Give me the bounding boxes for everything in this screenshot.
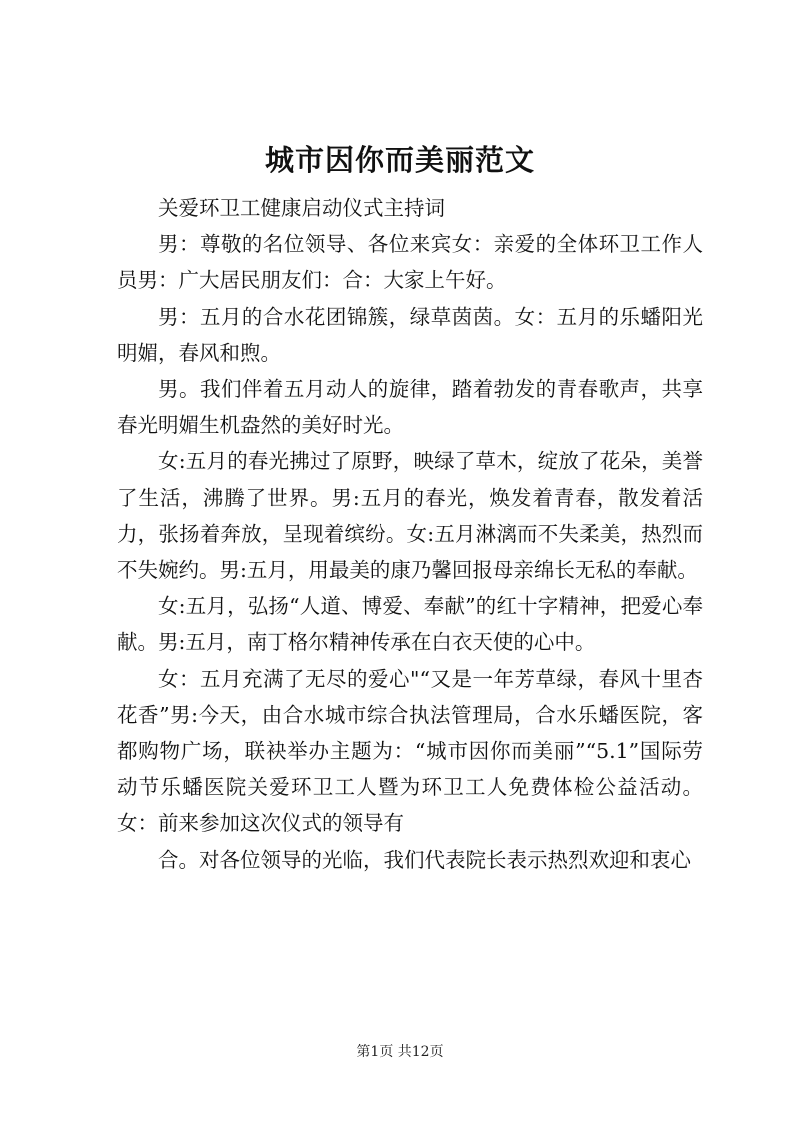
paragraph: 女：五月充满了无尽的爱心"“又是一年芳草绿，春风十里杏花香”男:今天，由合水城市综合执法管理局，合水乐蟠医院，客都购物广场，联袂举办主题为：“城市因你而美丽”“5.1”国际劳动节乐蟠医院关爱环卫工人暨为环卫工人免费体检公益活动。女：前来参加这次仪式的领导有	[117, 666, 703, 836]
paragraph: 合。对各位领导的光临，我们代表院长表示热烈欢迎和衷心	[158, 847, 691, 872]
paragraph: 关爱环卫工健康启动仪式主持词	[158, 196, 445, 220]
document-title: 城市因你而美丽范文	[264, 143, 535, 177]
paragraph: 男：尊敬的名位领导、各位来宾女：亲爱的全体环卫工作人员男：广大居民朋友们：合：大家上午好。	[117, 232, 703, 293]
paragraph: 女:五月的春光拂过了原野，映绿了草木，绽放了花朵，美誉了生活，沸腾了世界。男:五月的春光，焕发着青春，散发着活力，张扬着奔放，呈现着缤纷。女:五月淋漓而不失柔美，热烈而不失婉约。男:五月，用最美的康乃馨回报母亲绵长无私的奉献。	[117, 449, 703, 583]
document-body	[117, 190, 703, 878]
paragraph: 男：五月的合水花团锦簇，绿草茵茵。女：五月的乐蟠阳光明媚，春风和煦。	[117, 304, 703, 365]
paragraph: 女:五月，弘扬“人道、博爱、奉献”的红十字精神，把爱心奉献。男:五月，南丁格尔精神传承在白衣天使的心中。	[117, 594, 703, 655]
page-footer: 第1页 共12页	[356, 1044, 444, 1060]
paragraph: 男。我们伴着五月动人的旋律，踏着勃发的青春歌声，共享春光明媚生机盎然的美好时光。	[117, 377, 703, 438]
